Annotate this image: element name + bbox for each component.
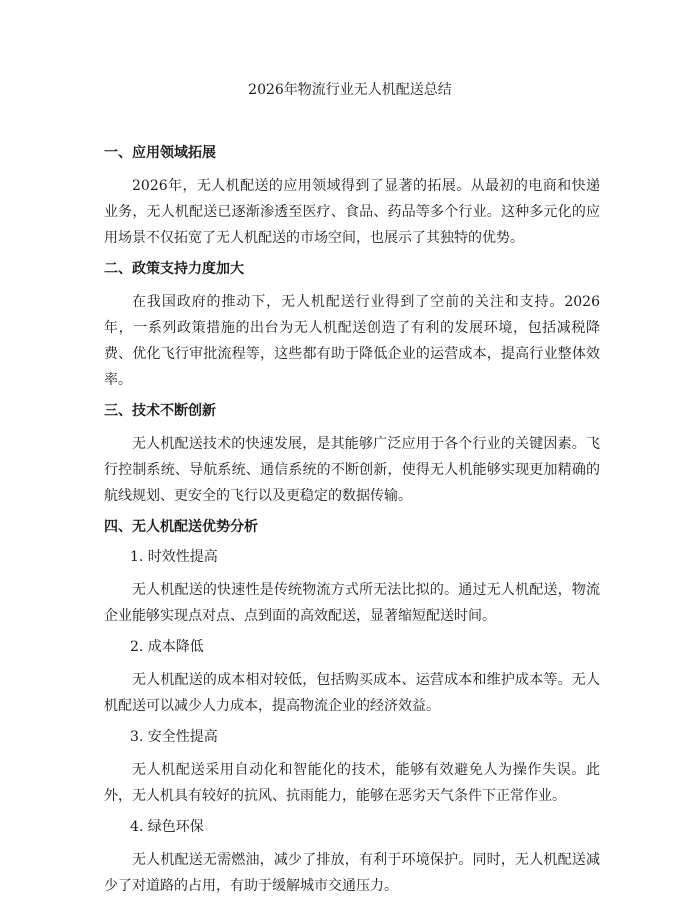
section-application: [104, 143, 600, 251]
subsection-paragraph: 无人机配送的快速性是传统物流方式所无法比拟的。通过无人机配送，物流企业能够实现点对点、点到面的高效配送，显著缩短配送时间。: [104, 582, 600, 624]
subsection-paragraph: 无人机配送无需燃油，减少了排放，有利于环境保护。同时，无人机配送减少了对道路的占用，有助于缓解城市交通压力。: [104, 852, 600, 894]
section-advantages: [104, 517, 600, 899]
section-paragraph: 无人机配送技术的快速发展，是其能够广泛应用于各个行业的关键因素。飞行控制系统、导航系统、通信系统的不断创新，使得无人机能够实现更加精确的航线规划、更安全的飞行以及更稳定的数据传输。: [104, 436, 600, 504]
subsection-label: 4. 绿色环保: [130, 819, 204, 835]
subsection-label: 3. 安全性提高: [130, 729, 218, 745]
section-paragraph: 2026年，无人机配送的应用领域得到了显著的拓展。从最初的电商和快递业务，无人机配送已逐渐渗透至医疗、食品、药品等多个行业。这种多元化的应用场景不仅拓宽了无人机配送的市场空间，也展示了其独特的优势。: [104, 178, 600, 246]
document-title: 2026年物流行业无人机配送总结: [248, 82, 452, 98]
section-heading: 四、无人机配送优势分析: [104, 519, 258, 535]
section-heading: 三、技术不断创新: [104, 403, 216, 419]
subsection-paragraph: 无人机配送采用自动化和智能化的技术，能够有效避免人为操作失误。此外，无人机具有较好的抗风、抗雨能力，能够在恶劣天气条件下正常作业。: [104, 762, 600, 804]
section-heading: 二、政策支持力度加大: [104, 261, 244, 277]
section-paragraph: 在我国政府的推动下，无人机配送行业得到了空前的关注和支持。2026年，一系列政策措施的出台为无人机配送创造了有利的发展环境，包括减税降费、优化飞行审批流程等，这些都有助于降低企业的运营成本，提高行业整体效率。: [104, 294, 600, 388]
section-policy: [104, 259, 600, 393]
subsection-label: 2. 成本降低: [130, 639, 204, 655]
document-body: [104, 143, 600, 907]
subsection-paragraph: 无人机配送的成本相对较低，包括购买成本、运营成本和维护成本等。无人机配送可以减少人力成本，提高物流企业的经济效益。: [104, 672, 600, 714]
section-technology: [104, 401, 600, 509]
subsection-label: 1. 时效性提高: [130, 549, 218, 565]
section-heading: 一、应用领域拓展: [104, 145, 216, 161]
